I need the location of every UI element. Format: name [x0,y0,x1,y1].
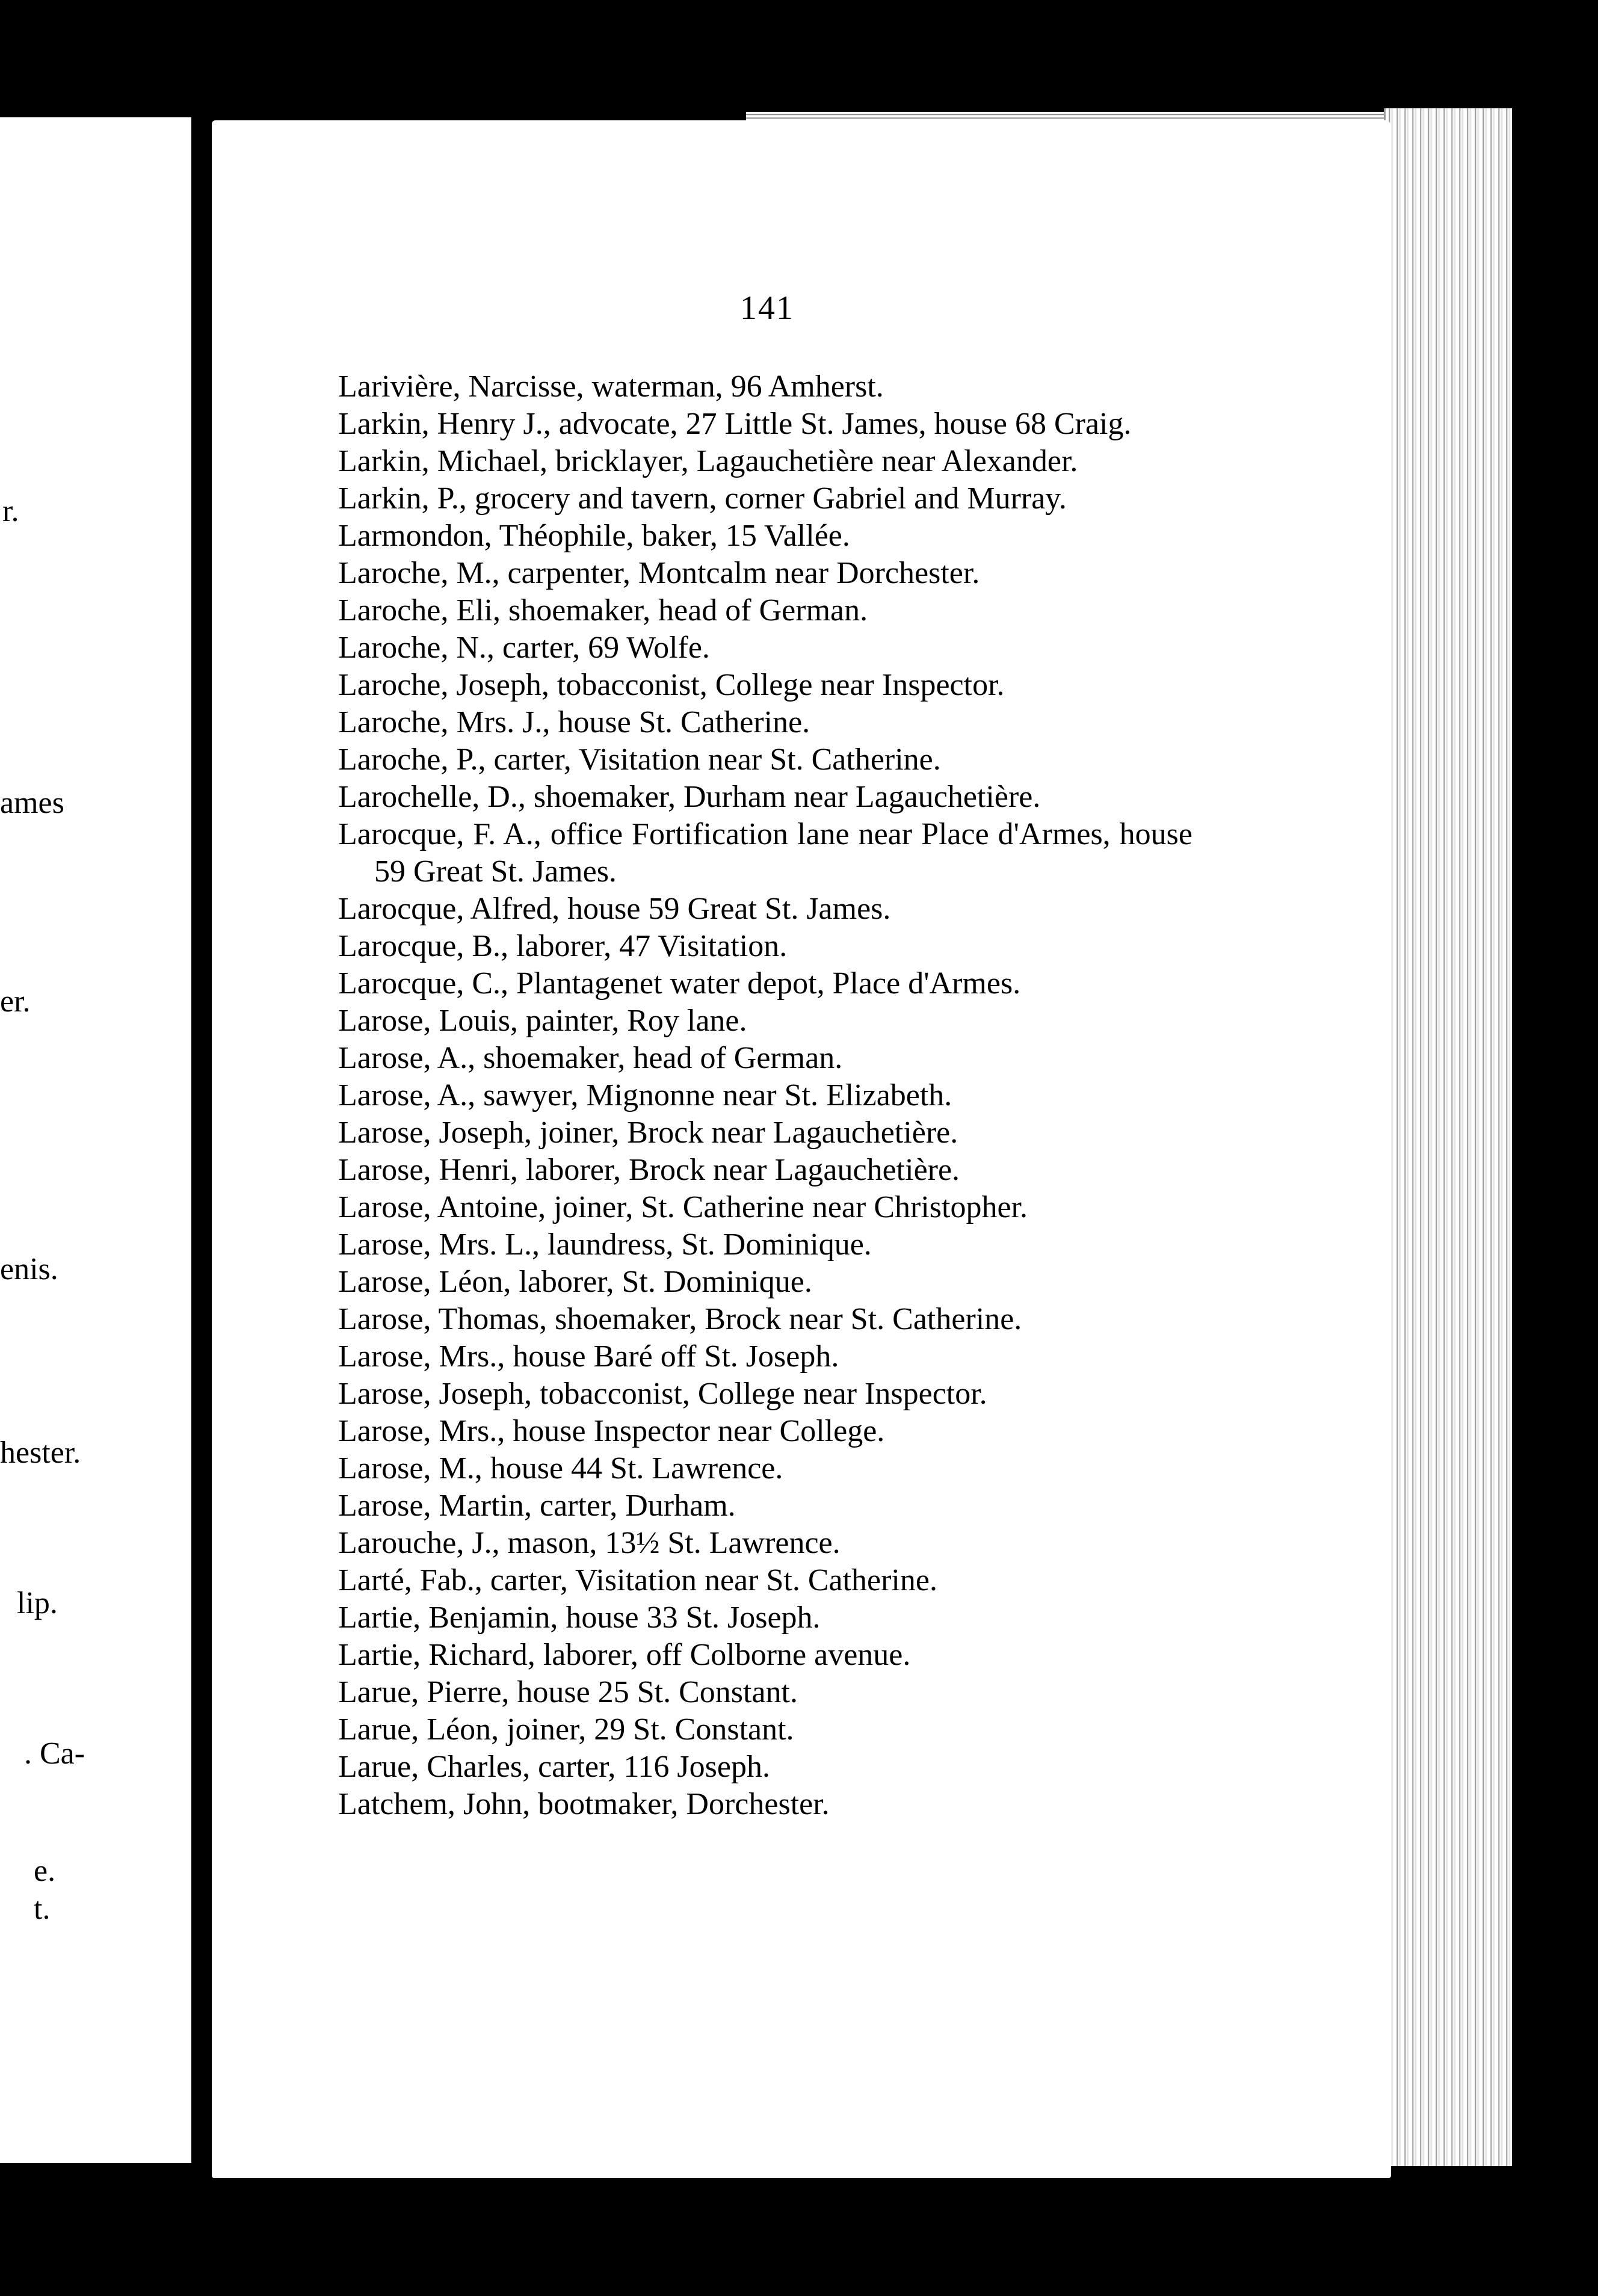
book-fore-edge [1384,108,1512,2166]
directory-entry: Larmondon, Théophile, baker, 15 Vallée. [338,519,850,553]
directory-entry: Larocque, Alfred, house 59 Great St. James. [338,892,891,926]
directory-entry: Laroche, N., carter, 69 Wolfe. [338,631,710,665]
directory-entry: Larose, Joseph, tobacconist, College near Inspector. [338,1377,987,1411]
directory-entry: Latchem, John, bootmaker, Dorchester. [338,1787,830,1821]
directory-entry: Larose, A., sawyer, Mignonne near St. Elizabeth. [338,1078,952,1113]
directory-entry: Larivière, Narcisse, waterman, 96 Amherst. [338,369,884,404]
directory-entry: Larkin, Michael, bricklayer, Lagauchetière near Alexander. [338,444,1078,478]
left-fragment-5: hester. [0,1436,81,1470]
directory-entry: Larose, M., house 44 St. Lawrence. [338,1451,783,1486]
directory-entry: Larose, Antoine, joiner, St. Catherine near Christopher. [338,1190,1028,1224]
directory-entry: Larose, Henri, laborer, Brock near Lagauchetière. [338,1153,960,1187]
directory-entries [338,368,1192,1823]
left-fragment-3: er. [0,984,31,1019]
directory-entry: Larkin, P., grocery and tavern, corner Gabriel and Murray. [338,481,1067,516]
directory-entry: Larocque, B., laborer, 47 Visitation. [338,929,788,963]
directory-entry: Lartie, Richard, laborer, off Colborne avenue. [338,1638,911,1672]
directory-entry: Larose, Mrs. L., laundress, St. Dominique. [338,1227,872,1262]
directory-entry: Laroche, P., carter, Visitation near St. Catherine. [338,742,941,777]
directory-entry: Larocque, F. A., office Fortification lane near Place d'Armes, house 59 Great St. James. [338,817,1192,889]
directory-entry: Laroche, Mrs. J., house St. Catherine. [338,705,810,739]
directory-entry: Larouche, J., mason, 13½ St. Lawrence. [338,1526,841,1560]
directory-entry: Larue, Charles, carter, 116 Joseph. [338,1750,770,1784]
directory-entry: Larose, Thomas, shoemaker, Brock near St. Catherine. [338,1302,1022,1336]
directory-entry: Lartie, Benjamin, house 33 St. Joseph. [338,1600,821,1635]
directory-entry: Larue, Pierre, house 25 St. Constant. [338,1675,798,1709]
left-fragment-9: t. [34,1892,51,1926]
directory-entry: Laroche, M., carpenter, Montcalm near Dorchester. [338,556,980,590]
directory-entry: Larochelle, D., shoemaker, Durham near Lagauchetière. [338,780,1041,814]
left-fragment-8: e. [34,1854,56,1888]
directory-entry: Larocque, C., Plantagenet water depot, Place d'Armes. [338,966,1021,1001]
directory-entry: Larose, A., shoemaker, head of German. [338,1041,843,1075]
directory-entry: Larose, Mrs., house Baré off St. Joseph. [338,1339,839,1374]
directory-entry: Larue, Léon, joiner, 29 St. Constant. [338,1712,794,1747]
directory-entry: Larose, Mrs., house Inspector near College. [338,1414,885,1448]
left-fragment-6: lip. [17,1586,58,1620]
left-fragment-7: . Ca- [24,1736,85,1771]
directory-entry: Larose, Léon, laborer, St. Dominique. [338,1265,812,1299]
left-fragment-1: r. [2,494,19,528]
previous-page-fragment [0,117,191,2163]
left-fragment-2: ames [0,786,64,820]
directory-entry: Laroche, Eli, shoemaker, head of German. [338,593,868,628]
directory-entry: Larose, Joseph, joiner, Brock near Lagauchetière. [338,1116,958,1150]
gutter-shadow [191,114,205,2172]
directory-entry: Larose, Martin, carter, Durham. [338,1489,736,1523]
directory-entry: Larose, Louis, painter, Roy lane. [338,1004,747,1038]
directory-entry: Larté, Fab., carter, Visitation near St. Catherine. [338,1563,937,1597]
left-fragment-4: enis. [0,1252,58,1286]
page-number: 141 [740,289,794,327]
directory-entry: Laroche, Joseph, tobacconist, College near Inspector. [338,668,1005,702]
directory-entry: Larkin, Henry J., advocate, 27 Little St. James, house 68 Craig. [338,407,1132,441]
